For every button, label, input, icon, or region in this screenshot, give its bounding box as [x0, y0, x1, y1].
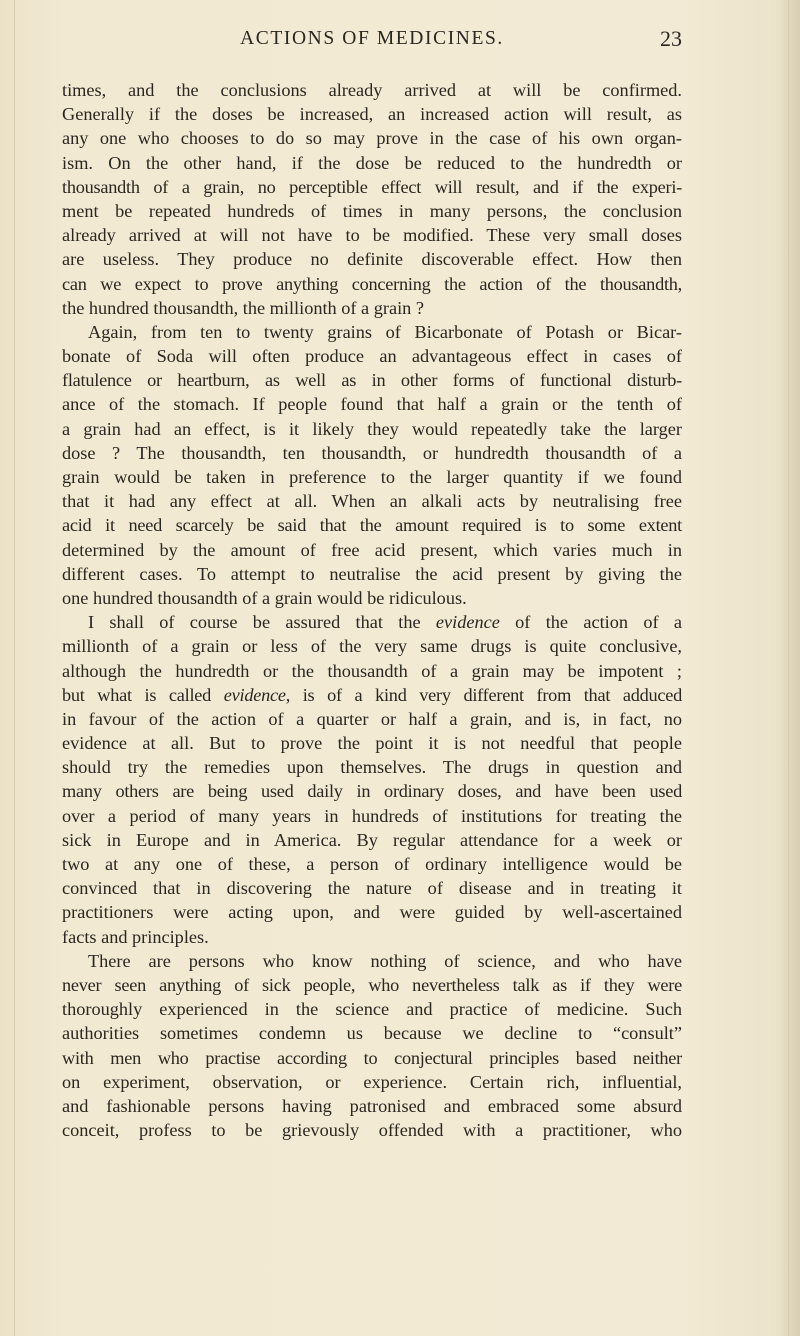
text-fragment: , is of a kind very different from that adduced [285, 684, 682, 705]
text-line: already arrived at will not have to be modified. These very small doses [62, 225, 682, 246]
text-line: authorities sometimes condemn us because we decline to “consult” [62, 1023, 682, 1044]
text-line: a grain had an effect, is it likely they would repeatedly take the larger [62, 418, 682, 439]
text-line: thoroughly experienced in the science and practice of medicine. Such [62, 999, 682, 1020]
text-fragment: of the action of a [499, 612, 682, 633]
running-head [62, 28, 682, 58]
text-line: thousandth of a grain, no perceptible effect will result, and if the experi- [62, 176, 682, 197]
text-line: one hundred thousandth of a grain would be ridiculous. [62, 587, 467, 608]
text-line: and fashionable persons having patronised and embraced some absurd [62, 1095, 682, 1116]
text-line: never seen anything of sick people, who nevertheless talk as if they were [62, 974, 682, 995]
text-line: many others are being used daily in ordinary doses, and have been used [62, 781, 682, 802]
page-edge-left [14, 0, 15, 1336]
text-line: flatulence or heartburn, as well as in other forms of functional disturb- [62, 370, 682, 391]
text-line: millionth of a grain or less of the very same drugs is quite conclusive, [62, 636, 682, 657]
running-title: ACTIONS OF MEDICINES. [240, 28, 504, 49]
text-line: Again, from ten to twenty grains of Bicarbonate of Potash or Bicar- [88, 321, 682, 342]
text-line: over a period of many years in hundreds of institutions for treating the [62, 805, 682, 826]
text-line: ment be repeated hundreds of times in many persons, the conclusion [62, 200, 682, 221]
text-line: any one who chooses to do so may prove in the case of his own organ- [62, 128, 682, 149]
text-line: convinced that in discovering the nature of disease and in treating it [62, 878, 682, 899]
text-fragment: but what is called [62, 684, 224, 705]
text-line: with men who practise according to conjectural principles based neither [62, 1047, 682, 1068]
text-line: that it had any effect at all. When an alkali acts by neutralising free [62, 491, 682, 512]
italic-word: evidence [435, 612, 500, 633]
text-line: facts and principles. [62, 926, 209, 947]
text-line: the hundred thousandth, the millionth of a grain ? [62, 297, 424, 318]
text-line: different cases. To attempt to neutralise the acid present by giving the [62, 563, 682, 584]
text-line: are useless. They produce no definite discoverable effect. How then [62, 249, 682, 270]
text-line: although the hundredth or the thousandth of a grain may be impotent ; [62, 660, 682, 681]
text-line: two at any one of these, a person of ordinary intelligence would be [62, 854, 682, 874]
page-number: 23 [660, 26, 682, 51]
text-line: should try the remedies upon themselves. The drugs in question and [62, 757, 682, 778]
text-line: conceit, profess to be grievously offended with a practitioner, who [62, 1120, 682, 1141]
text-line [62, 683, 682, 707]
text-fragment: I shall of course be assured that the [88, 612, 436, 633]
text-line: in favour of the action of a quarter or half a grain, and is, in fact, no [62, 708, 682, 729]
text-line: bonate of Soda will often produce an advantageous effect in cases of [62, 346, 682, 367]
text-line: determined by the amount of free acid present, which varies much in [62, 539, 682, 560]
body-text [62, 78, 682, 1142]
text-line: grain would be taken in preference to the larger quantity if we found [62, 467, 682, 487]
italic-word: evidence [223, 684, 286, 705]
text-line: acid it need scarcely be said that the amount required is to some extent [62, 515, 682, 536]
text-line: Generally if the doses be increased, an increased action will result, as [62, 104, 682, 125]
text-line: evidence at all. But to prove the point it is not needful that people [62, 733, 682, 754]
text-line: ism. On the other hand, if the dose be reduced to the hundredth or [62, 152, 682, 173]
page-edge-right [788, 0, 789, 1336]
text-line: on experiment, observation, or experience. Certain rich, influential, [62, 1071, 682, 1092]
text-line: practitioners were acting upon, and were guided by well-ascertained [62, 902, 682, 923]
text-line: times, and the conclusions already arrived at will be confirmed. [62, 80, 682, 100]
text-line: ance of the stomach. If people found that half a grain or the tenth of [62, 394, 682, 415]
text-line: can we expect to prove anything concerning the action of the thousandth, [62, 273, 682, 294]
text-line: There are persons who know nothing of science, and who have [88, 950, 682, 971]
text-line: sick in Europe and in America. By regular attendance for a week or [62, 829, 682, 850]
text-line: dose ? The thousandth, ten thousandth, or hundredth thousandth of a [62, 442, 682, 463]
text-line [62, 610, 682, 634]
